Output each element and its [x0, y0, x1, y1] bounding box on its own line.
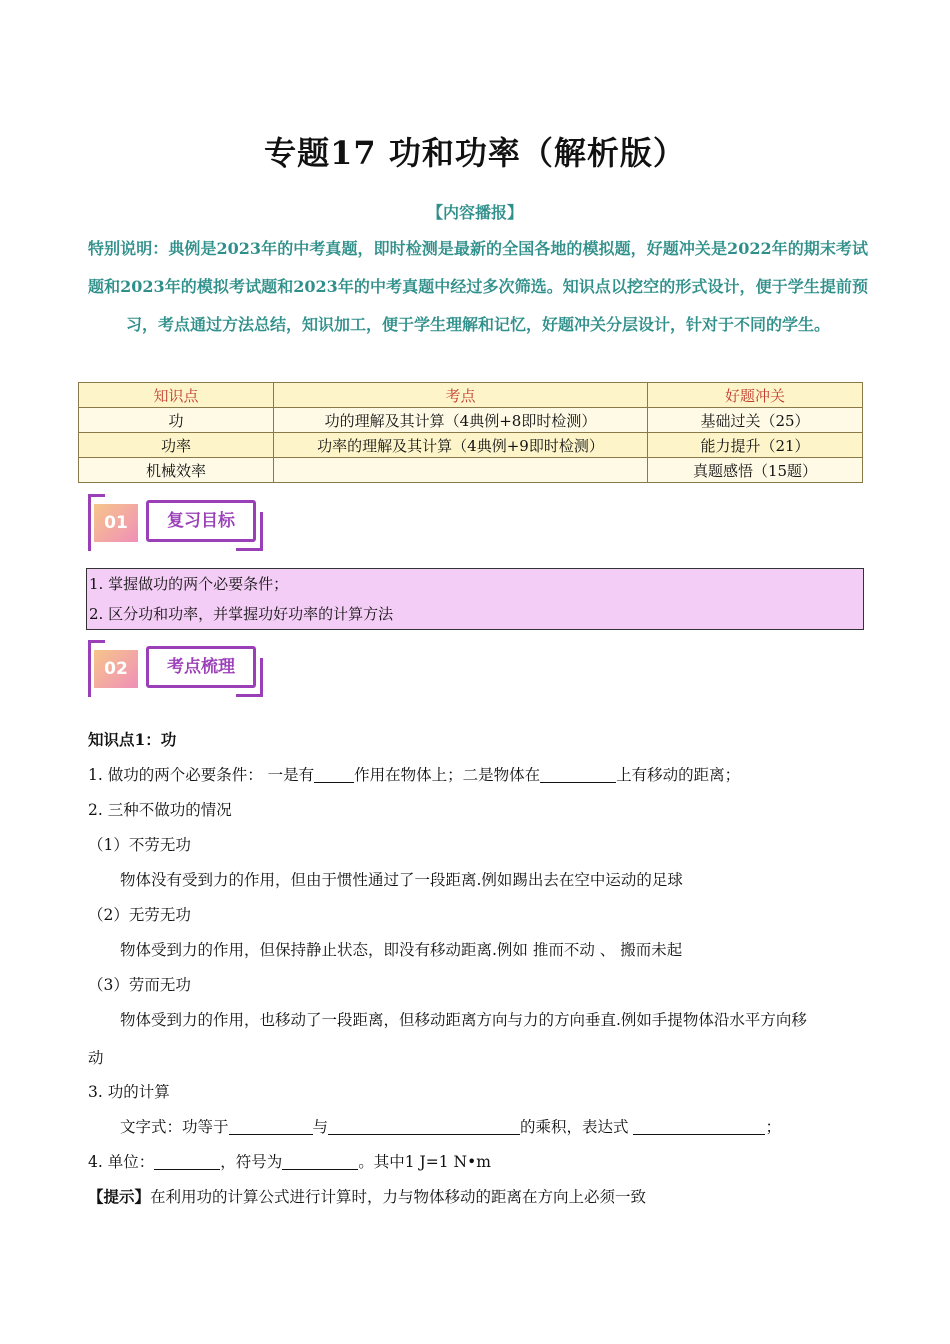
work-conditions-line — [88, 763, 740, 785]
section-label: 复习目标 — [146, 500, 256, 542]
header-cell: 知识点 — [79, 383, 274, 408]
table-cell: 功 — [79, 408, 274, 433]
page-title: 专题17 功和功率（解析版） — [264, 134, 686, 172]
tip-line — [88, 1185, 646, 1207]
header-cell: 好题冲关 — [648, 383, 863, 408]
text-segment: 4. 单位： — [88, 1153, 155, 1171]
fill-blank[interactable] — [282, 1153, 358, 1170]
table-row — [79, 408, 863, 433]
goal-item: 1. 掌握做功的两个必要条件； — [89, 575, 289, 593]
tip-text: 在利用功的计算公式进行计算时，力与物体移动的距离在方向上必须一致 — [150, 1188, 647, 1206]
section-number: 02 — [94, 650, 138, 688]
case-text: 物体受到力的作用，但保持静止状态，即没有移动距离.例如 推而不动 、 搬而未起 — [120, 941, 683, 959]
case-title: （1）不劳无功 — [88, 836, 191, 854]
section-label: 考点梳理 — [146, 646, 256, 688]
broadcast-text: 特别说明：典例是2023年的中考真题，即时检测是最新的全国各地的模拟题，好题冲关是2022年的期末考试题和2023年的模拟考试题和2023年的中考真题中经过多次筛选。知识点以挖空的形式设计，便于学生提前预习，考点通过方法总结，知识加工，便于学生理解和记忆，好题冲关分层设计，针对于不同的学生。 — [88, 239, 868, 334]
text-segment: 上有移动的距离； — [616, 766, 741, 784]
section-badge-review-goals — [80, 494, 270, 544]
goals-box — [86, 568, 864, 630]
work-calc-heading: 3. 功的计算 — [88, 1083, 170, 1101]
text-segment: 作用在物体上；二是物体在 — [354, 766, 541, 784]
broadcast-heading: 【内容播报】 — [426, 203, 523, 222]
table-cell — [274, 458, 648, 483]
section-number: 01 — [94, 504, 138, 542]
table-row — [79, 458, 863, 483]
case-text: 物体受到力的作用，也移动了一段距离，但移动距离方向与力的方向垂直.例如手提物体沿水平方向移 — [120, 1011, 807, 1029]
case-text-continued: 动 — [88, 1049, 104, 1067]
table-cell: 功率的理解及其计算（4典例+9即时检测） — [274, 433, 648, 458]
fill-blank[interactable] — [633, 1118, 765, 1135]
table-cell: 基础过关（25） — [648, 408, 863, 433]
section-badge-key-points — [80, 640, 270, 690]
overview-table — [78, 382, 863, 483]
case-title: （2）无劳无功 — [88, 906, 191, 924]
goal-item: 2. 区分功和功率，并掌握功好功率的计算方法 — [89, 605, 394, 623]
text-segment: 。其中1 J=1 N•m — [358, 1153, 491, 1171]
formula-line — [120, 1115, 781, 1137]
text-segment: ，符号为 — [220, 1153, 283, 1171]
table-cell: 机械效率 — [79, 458, 274, 483]
table-header-row — [79, 383, 863, 408]
table-cell: 真题感悟（15题） — [648, 458, 863, 483]
table-row — [79, 433, 863, 458]
table-cell: 功的理解及其计算（4典例+8即时检测） — [274, 408, 648, 433]
text-segment: 与 — [312, 1118, 329, 1136]
fill-blank[interactable] — [154, 1153, 220, 1170]
text-segment: ； — [765, 1118, 781, 1136]
fill-blank[interactable] — [314, 766, 354, 783]
case-text: 物体没有受到力的作用，但由于惯性通过了一段距离.例如踢出去在空中运动的足球 — [120, 871, 683, 889]
text-segment: 的乘积，表达式 — [520, 1118, 634, 1136]
header-cell: 考点 — [274, 383, 648, 408]
fill-blank[interactable] — [540, 766, 616, 783]
case-title: （3）劳而无功 — [88, 976, 191, 994]
no-work-heading: 2. 三种不做功的情况 — [88, 801, 232, 819]
unit-line — [88, 1150, 491, 1172]
tip-label: 【提示】 — [88, 1187, 151, 1206]
fill-blank[interactable] — [229, 1118, 313, 1135]
knowledge-point-title: 知识点1：功 — [88, 730, 177, 749]
fill-blank[interactable] — [328, 1118, 520, 1135]
table-cell: 功率 — [79, 433, 274, 458]
text-segment: 文字式：功等于 — [120, 1118, 229, 1136]
table-cell: 能力提升（21） — [648, 433, 863, 458]
text-segment: 1. 做功的两个必要条件： 一是有 — [88, 766, 315, 784]
